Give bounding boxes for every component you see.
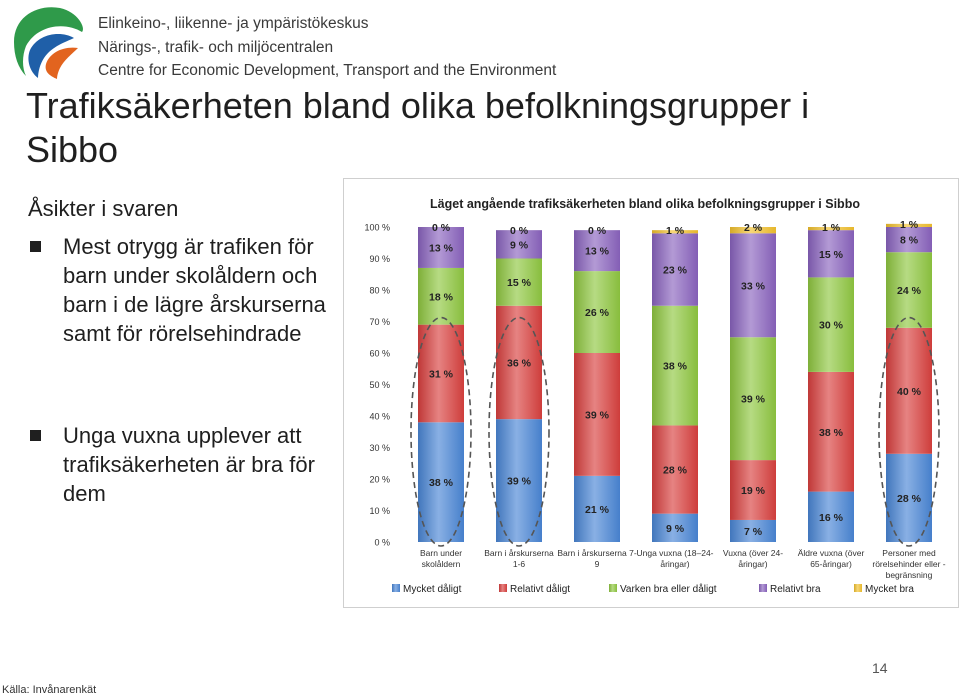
legend-swatch xyxy=(499,584,507,592)
x-tick-label: 1-6 xyxy=(512,559,526,569)
y-tick-label: 70 % xyxy=(369,317,390,327)
data-label: 9 % xyxy=(665,522,685,535)
data-label: 13 % xyxy=(429,242,453,255)
x-tick-label: skolåldern xyxy=(421,559,461,569)
chart-frame xyxy=(343,178,959,608)
bullet-square-icon xyxy=(30,241,41,252)
data-label: 0 % xyxy=(587,225,607,238)
data-label: 13 % xyxy=(585,245,609,258)
data-label: 26 % xyxy=(585,307,609,320)
x-tick-label: 9 xyxy=(594,559,600,569)
y-tick-label: 40 % xyxy=(369,411,390,422)
x-tick-label: Barn under xyxy=(419,548,463,558)
data-label: 24 % xyxy=(897,285,921,297)
y-tick-label: 100 % xyxy=(364,222,390,233)
x-tick-label: Äldre vuxna (över xyxy=(797,548,865,558)
y-tick-label: 10 % xyxy=(369,506,390,516)
organization-name xyxy=(98,12,556,83)
legend-swatch xyxy=(392,584,400,592)
subheading: Åsikter i svaren xyxy=(28,196,179,221)
legend-label: Relativt bra xyxy=(770,584,821,595)
data-label: 38 % xyxy=(663,360,687,373)
data-label: 1 % xyxy=(899,218,919,231)
ely-logo xyxy=(8,2,88,80)
data-label: 1 % xyxy=(821,222,841,234)
data-label: 2 % xyxy=(743,222,763,234)
x-tick-label: Personer med xyxy=(882,548,936,558)
legend-swatch xyxy=(854,584,862,592)
x-tick-label: åringar) xyxy=(660,559,690,569)
legend-swatch xyxy=(609,584,617,592)
data-label: 9 % xyxy=(509,239,529,252)
data-label: 23 % xyxy=(663,264,687,277)
data-label: 33 % xyxy=(741,280,765,293)
data-label: 40 % xyxy=(897,385,921,398)
data-label: 19 % xyxy=(741,485,765,498)
y-tick-label: 60 % xyxy=(369,348,390,359)
x-tick-label: Unga vuxna (18–24- xyxy=(636,548,714,558)
legend-label: Mycket bra xyxy=(865,584,914,595)
data-label: 31 % xyxy=(429,368,453,381)
data-label: 39 % xyxy=(507,475,531,488)
org-name-english: Centre for Economic Development, Transport and the Environment xyxy=(98,62,557,79)
y-tick-label: 30 % xyxy=(369,443,390,453)
data-label: 16 % xyxy=(819,511,843,524)
chart-title: Läget angående trafiksäkerheten bland olika befolkningsgrupper i Sibbo xyxy=(430,197,860,211)
bullet-square-icon xyxy=(30,430,41,441)
legend-label: Relativt dåligt xyxy=(510,584,571,595)
y-tick-label: 90 % xyxy=(369,254,390,264)
data-label: 15 % xyxy=(819,248,843,261)
y-tick-label: 20 % xyxy=(369,474,390,485)
y-tick-label: 0 % xyxy=(374,537,390,548)
data-label: 39 % xyxy=(741,393,765,406)
legend-label: Varken bra eller dåligt xyxy=(620,584,717,595)
x-tick-label: begränsning xyxy=(885,570,933,580)
data-label: 1 % xyxy=(665,225,685,238)
data-label: 39 % xyxy=(585,409,609,422)
data-label: 15 % xyxy=(507,277,531,290)
x-tick-label: åringar) xyxy=(738,559,768,569)
x-tick-label: Vuxna (över 24- xyxy=(722,548,784,558)
data-label: 0 % xyxy=(509,225,529,238)
bullet-text: Mest otrygg är trafiken för barn under skolåldern och barn i de lägre årskurserna samt för rörelsehindrade xyxy=(63,234,326,346)
org-name-swedish: Närings-, trafik- och miljöcentralen xyxy=(98,38,334,56)
data-label: 36 % xyxy=(507,357,531,370)
x-tick-label: Barn i årskurserna 7- xyxy=(557,548,637,558)
data-label: 7 % xyxy=(743,525,763,538)
slide-title: Trafiksäkerheten bland olika befolkningsgrupper i Sibbo xyxy=(26,85,810,170)
org-name-finnish: Elinkeino-, liikenne- ja ympäristökeskus xyxy=(98,15,369,32)
data-label: 21 % xyxy=(585,503,609,516)
bullet-text: Unga vuxna upplever att trafiksäkerheten är bra för dem xyxy=(63,423,315,506)
data-label: 38 % xyxy=(819,426,843,439)
data-label: 28 % xyxy=(897,492,921,505)
data-label: 30 % xyxy=(819,319,843,332)
stacked-bar-chart xyxy=(344,179,958,607)
x-tick-label: 65-åringar) xyxy=(810,559,852,569)
data-label: 18 % xyxy=(429,291,453,304)
page-number: 14 xyxy=(872,660,888,676)
source-note: Källa: Invånarenkät xyxy=(2,684,97,696)
data-label: 0 % xyxy=(431,222,451,234)
y-tick-label: 80 % xyxy=(369,285,390,296)
legend-label: Mycket dåligt xyxy=(403,584,462,595)
x-tick-label: Barn i årskurserna xyxy=(484,548,554,558)
x-tick-label: rörelsehinder eller - xyxy=(872,559,946,569)
data-label: 28 % xyxy=(663,464,687,477)
data-label: 38 % xyxy=(429,477,453,490)
data-label: 8 % xyxy=(899,234,919,247)
y-tick-label: 50 % xyxy=(369,380,390,390)
legend-swatch xyxy=(759,584,767,592)
